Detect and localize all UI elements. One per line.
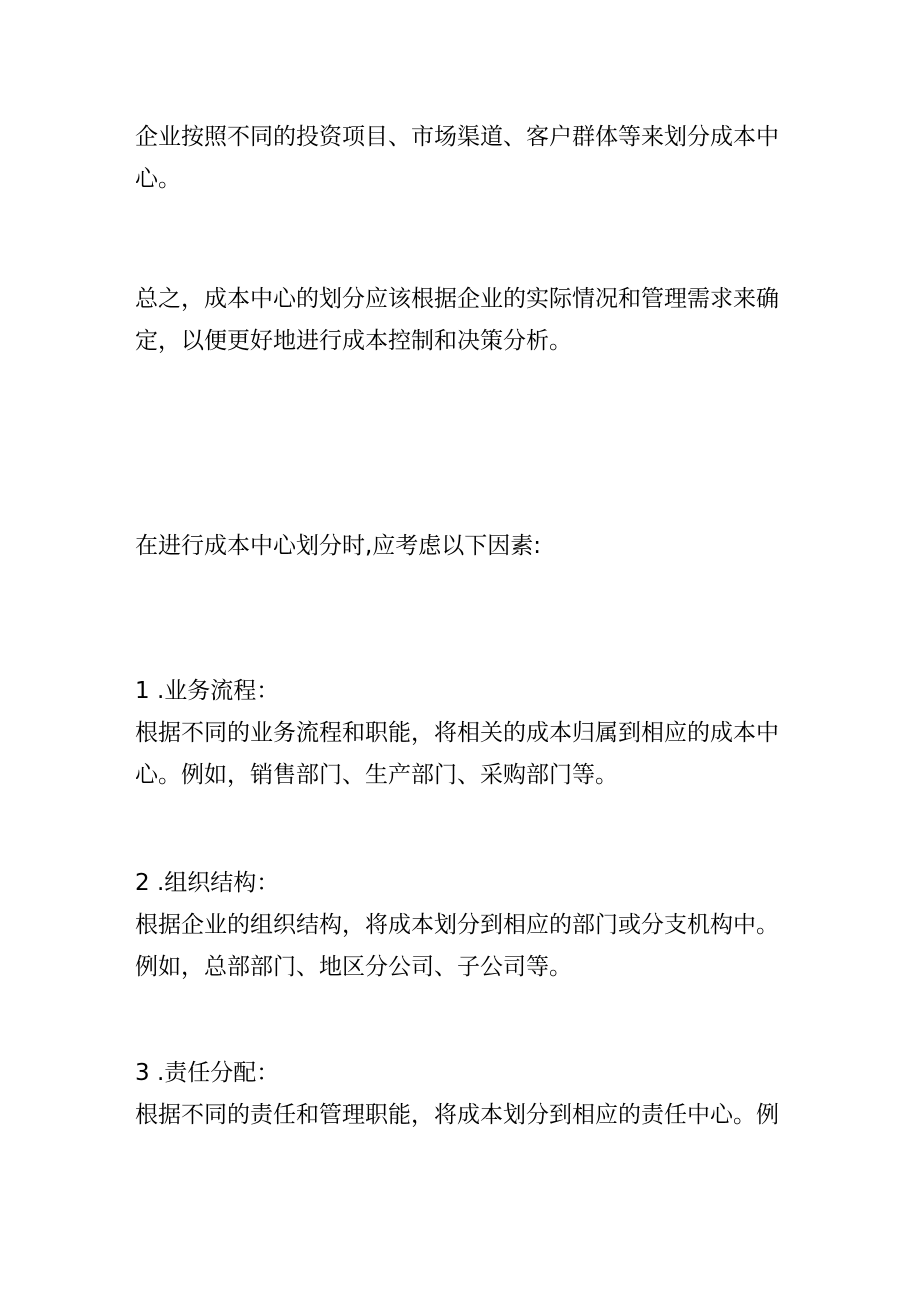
text-line: 根据不同的业务流程和职能，将相关的成本归属到相应的成本中 <box>135 720 779 746</box>
text-line: 心。 <box>135 166 181 192</box>
text-line: 根据企业的组织结构，将成本划分到相应的部门或分支机构中。 <box>135 912 779 938</box>
text-line: 心。例如，销售部门、生产部门、采购部门等。 <box>135 762 618 788</box>
text-line: 例如，总部部门、地区分公司、子公司等。 <box>135 954 572 980</box>
list-item-responsibility <box>135 1052 800 1136</box>
list-item-business-process <box>135 670 800 796</box>
list-item-heading: 2 .组织结构： <box>135 870 280 896</box>
list-item-heading: 3 .责任分配： <box>135 1060 280 1086</box>
list-item-org-structure <box>135 862 800 988</box>
paragraph-cost-center-criteria <box>135 116 800 200</box>
list-item-heading: 1 .业务流程： <box>135 678 280 704</box>
text-line: 总之，成本中心的划分应该根据企业的实际情况和管理需求来确 <box>135 286 779 312</box>
text-line: 根据不同的责任和管理职能，将成本划分到相应的责任中心。例 <box>135 1102 779 1128</box>
text-line: 企业按照不同的投资项目、市场渠道、客户群体等来划分成本中 <box>135 124 779 150</box>
paragraph-considerations-intro <box>135 525 800 567</box>
text-line: 定，以便更好地进行成本控制和决策分析。 <box>135 328 572 354</box>
paragraph-summary <box>135 278 800 362</box>
text-line: 在进行成本中心划分时,应考虑以下因素: <box>135 533 542 559</box>
